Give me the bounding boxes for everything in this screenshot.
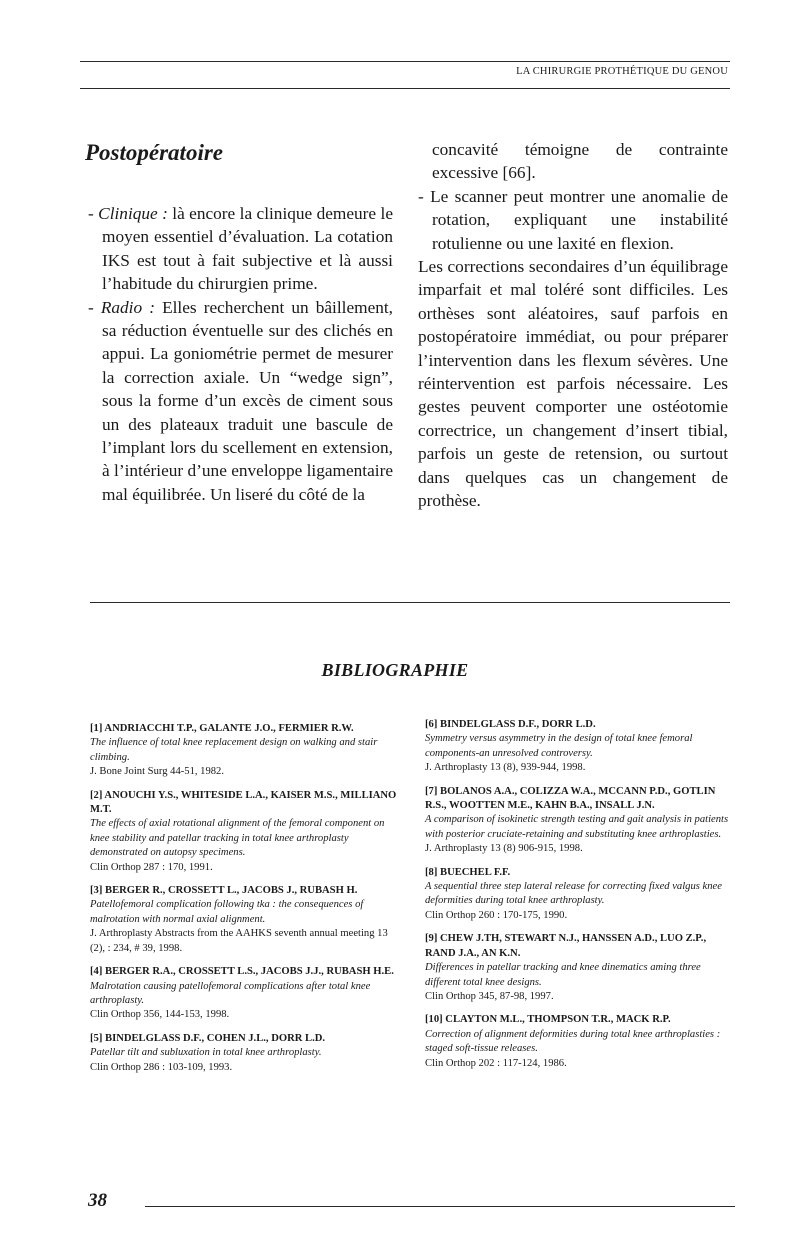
- reference-title: Patellar tilt and subluxation in total knee arthroplasty.: [90, 1047, 322, 1059]
- reference-title: Patellofemoral complication following tka : the consequences of malrotation with normal axial alignment.: [90, 899, 364, 925]
- reference-item: [90, 1032, 400, 1075]
- reference-authors: [5] BINDELGLASS D.F., COHEN J.L., DORR L.D.: [90, 1032, 326, 1044]
- item-label: Radio :: [100, 297, 155, 317]
- reference-source: Clin Orthop 286 : 103-109, 1993.: [90, 1061, 233, 1073]
- reference-title: A sequential three step lateral release for correcting fixed valgus knee deformities during total knee arthroplasty.: [425, 881, 722, 907]
- reference-title: The influence of total knee replacement design on walking and stair climbing.: [90, 737, 378, 763]
- item-text: là encore la clinique demeure le moyen essentiel d’évaluation. La cotation IKS est tout à fait subjective et là aussi l’habitude du chirurgien prime.: [102, 204, 393, 294]
- reference-source: J. Arthroplasty 13 (8) 906-915, 1998.: [425, 843, 583, 855]
- reference-title: Symmetry versus asymmetry in the design of total knee femoral components-an unresolved controversy.: [425, 733, 693, 759]
- reference-item: [425, 718, 737, 776]
- reference-title: A comparison of isokinetic strength testing and gait analysis in patients with posterior cruciate-retaining and substituting knee arthroplasties.: [425, 814, 729, 840]
- reference-item: [425, 785, 737, 857]
- reference-item: [425, 1013, 737, 1071]
- reference-source: Clin Orthop 356, 144-153, 1998.: [90, 1009, 230, 1021]
- reference-authors: [9] CHEW J.TH, STEWART N.J., HANSSEN A.D., LUO Z.P., RAND J.A., AN K.N.: [425, 933, 707, 959]
- reference-item: [425, 866, 737, 924]
- reference-title: Malrotation causing patellofemoral complications after total knee arthroplasty.: [90, 980, 371, 1006]
- reference-source: J. Bone Joint Surg 44-51, 1982.: [90, 766, 224, 778]
- references-left: [90, 722, 400, 1084]
- reference-authors: [1] ANDRIACCHI T.P., GALANTE J.O., FERMIER R.W.: [90, 723, 354, 734]
- reference-source: J. Arthroplasty Abstracts from the AAHKS seventh annual meeting 13 (2), : 234, # 39, 1998.: [90, 928, 388, 954]
- continuation-text: concavité témoigne de contrainte excessive [66].: [432, 140, 728, 183]
- reference-source: J. Arthroplasty 13 (8), 939-944, 1998.: [425, 762, 586, 774]
- reference-authors: [3] BERGER R., CROSSETT L., JACOBS J., RUBASH H.: [90, 885, 358, 897]
- header-rule-top: [80, 61, 730, 62]
- reference-authors: [8] BUECHEL F.F.: [425, 866, 511, 878]
- reference-authors: [7] BOLANOS A.A., COLIZZA W.A., MCCANN P.D., GOTLIN R.S., WOOTTEN M.E., KAHN B.A., INSALL J.N.: [425, 785, 716, 812]
- reference-authors: [2] ANOUCHI Y.S., WHITESIDE L.A., KAISER M.S., MILLIANO M.T.: [90, 789, 397, 816]
- bibliography-title: BIBLIOGRAPHIE: [321, 660, 469, 680]
- references-right: [425, 718, 737, 1080]
- reference-title: Correction of alignment deformities during total knee arthroplasties : staged soft-tissue releases.: [425, 1028, 721, 1055]
- list-item-radio: - Radio : Elles recherchent un bâillement, sa réduction éventuelle sur des clichés en appui. La goniométrie permet de mesurer la correction axiale. Un “wedge sign”, sous la forme d’un excès de ciment sous un des plateaux traduit une bascule de l’implant lors du scellement en extension, à l’intérieur d’une enveloppe ligamentaire mal équilibrée. Un liseré du côté de la: [88, 297, 393, 504]
- list-item-scanner: - Le scanner peut montrer une anomalie de rotation, expliquant une instabilité rotulienne ou une laxité en flexion.: [418, 186, 728, 253]
- item-label: Clinique :: [98, 204, 168, 223]
- reference-authors: [4] BERGER R.A., CROSSETT L.S., JACOBS J.J., RUBASH H.E.: [90, 966, 394, 978]
- reference-item: [90, 965, 400, 1023]
- body-paragraph: Les corrections secondaires d’un équilibrage imparfait et mal toléré sont difficiles. Les orthèses sont aléatoires, sauf parfois en postopératoire immédiat, ou pour préparer l’intervention dans les flexum sévères. Une réintervention est parfois nécessaire. Les gestes peuvent comporter une ostéotomie correctrice, un changement d’insert tibial, parfois un geste de retension, ou surtout dans quelques cas un changement de prothèse.: [418, 257, 728, 511]
- footer-rule: [145, 1206, 735, 1207]
- reference-title: The effects of axial rotational alignment of the femoral component on knee stability and patellar tracking in total knee arthroplasty demonstrated on autopsy specimens.: [90, 818, 385, 859]
- reference-authors: [6] BINDELGLASS D.F., DORR L.D.: [425, 719, 596, 730]
- reference-title: Differences in patellar tracking and knee dinematics aming three different total knee designs.: [425, 962, 701, 988]
- list-item-clinique: - Clinique : là encore la clinique demeure le moyen essentiel d’évaluation. La cotation IKS est tout à fait subjective et là aussi l’habitude du chirurgien prime.: [88, 204, 393, 294]
- section-divider: [90, 602, 730, 603]
- reference-source: Clin Orthop 260 : 170-175, 1990.: [425, 909, 568, 921]
- left-column: [88, 202, 393, 506]
- header-rule-bottom: [80, 88, 730, 89]
- reference-item: [90, 789, 400, 875]
- reference-item: [425, 932, 737, 1004]
- running-header: LA CHIRURGIE PROTHÉTIQUE DU GENOU: [516, 66, 728, 77]
- item-text: Elles recherchent un bâillement, sa réduction éventuelle sur des clichés en appui. La goniométrie permet de mesurer la correction axiale. Un “wedge sign”, sous la forme d’un excès de ciment sous un des plateaux traduit une bascule de l’implant lors du scellement en extension, à l’intérieur d’une enveloppe ligamentaire mal équilibrée. Un liseré du côté de la: [102, 297, 393, 504]
- reference-source: Clin Orthop 202 : 117-124, 1986.: [425, 1057, 567, 1069]
- reference-item: [90, 722, 400, 780]
- section-title: Postopératoire: [85, 140, 223, 165]
- reference-authors: [10] CLAYTON M.L., THOMPSON T.R., MACK R.P.: [425, 1014, 671, 1026]
- reference-source: Clin Orthop 287 : 170, 1991.: [90, 861, 213, 873]
- reference-item: [90, 884, 400, 956]
- reference-source: Clin Orthop 345, 87-98, 1997.: [425, 990, 554, 1002]
- right-column: [418, 138, 728, 513]
- page-number: 38: [88, 1190, 107, 1211]
